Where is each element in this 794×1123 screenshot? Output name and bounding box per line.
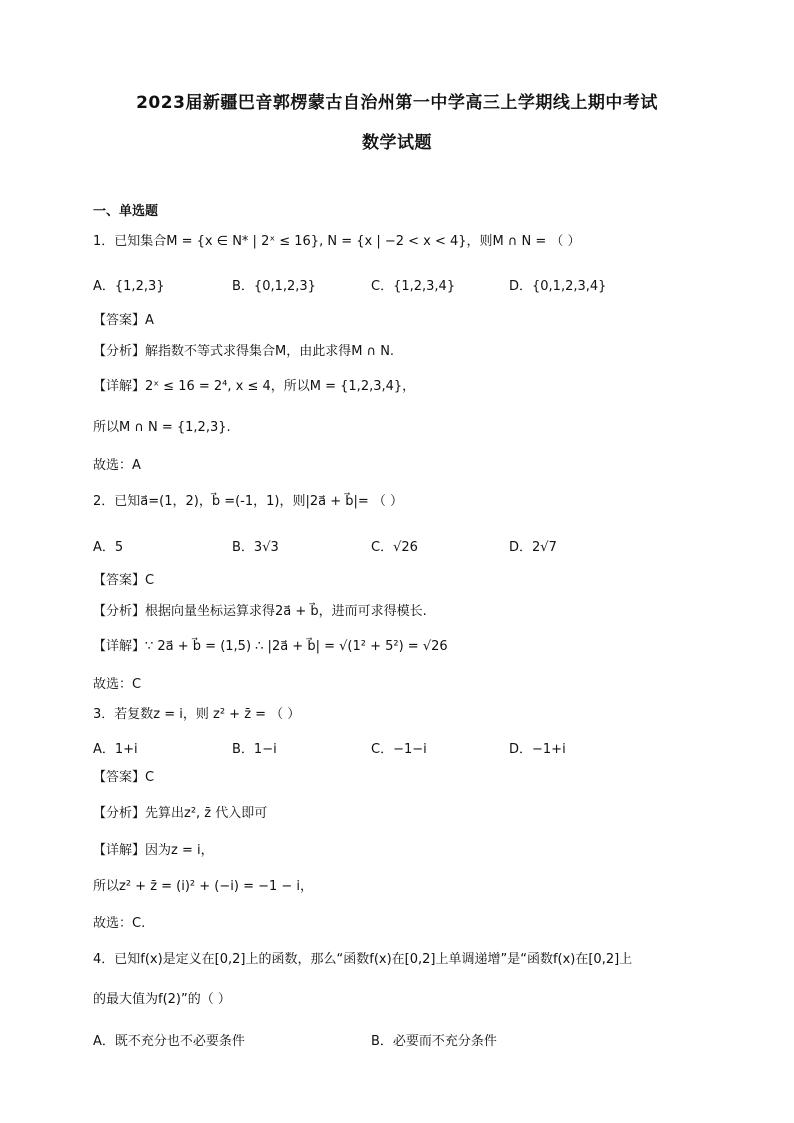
question-2-option-c: C．√26 [371, 540, 418, 555]
question-4-option-a: A．既不充分也不必要条件 [93, 1034, 245, 1049]
question-1-stem: 1．已知集合M = {x ∈ N* | 2ˣ ≤ 16}, N = {x | −2 < x < 4}，则M ∩ N = （ ） [93, 234, 581, 249]
section-heading: 一、单选题 [93, 204, 159, 219]
question-3-detail-2: 所以z² + z̄ = (i)² + (−i) = −1 − i， [93, 879, 314, 894]
question-1-analysis: 【分析】解指数不等式求得集合M，由此求得M ∩ N. [93, 344, 395, 359]
question-3-option-d: D．−1+i [509, 742, 566, 757]
question-1-option-b: B．{0,1,2,3} [232, 279, 316, 294]
document-title: 2023届新疆巴音郭楞蒙古自治州第一中学高三上学期线上期中考试 [136, 93, 658, 113]
question-3-choice: 故选：C. [93, 916, 146, 931]
question-1-choice: 故选：A [93, 458, 141, 473]
question-1-answer: 【答案】A [93, 313, 154, 328]
question-3-analysis: 【分析】先算出z², z̄ 代入即可 [93, 806, 268, 821]
question-1-option-d: D．{0,1,2,3,4} [509, 279, 607, 294]
question-2-option-a: A．5 [93, 540, 124, 555]
question-2-answer: 【答案】C [93, 573, 155, 588]
question-2-option-d: D．2√7 [509, 540, 557, 555]
question-2-stem: 2．已知a⃗=(1，2)，b⃗ =(-1，1)，则|2a⃗ + b⃗|= （ ） [93, 494, 404, 509]
question-1-option-a: A．{1,2,3} [93, 279, 165, 294]
question-3-detail: 【详解】因为z = i， [93, 843, 214, 858]
question-3-option-c: C．−1−i [371, 742, 427, 757]
question-4-stem: 4．已知f(x)是定义在[0,2]上的函数，那么“函数f(x)在[0,2]上单调递增”是“函数f(x)在[0,2]上 [93, 952, 633, 967]
question-3-answer: 【答案】C [93, 770, 155, 785]
question-1-detail: 【详解】2ˣ ≤ 16 = 2⁴, x ≤ 4，所以M = {1,2,3,4}， [93, 379, 416, 394]
question-3-option-b: B．1−i [232, 742, 277, 757]
question-2-option-b: B．3√3 [232, 540, 279, 555]
question-4-option-b: B．必要而不充分条件 [371, 1034, 497, 1049]
question-2-detail: 【详解】∵ 2a⃗ + b⃗ = (1,5) ∴ |2a⃗ + b⃗| = √(1² + 5²) = √26 [93, 639, 448, 654]
question-2-analysis: 【分析】根据向量坐标运算求得2a⃗ + b⃗，进而可求得模长. [93, 604, 427, 619]
question-3-option-a: A．1+i [93, 742, 138, 757]
question-3-stem: 3．若复数z = i，则 z² + z̄ = （ ） [93, 707, 301, 722]
question-2-choice: 故选：C [93, 677, 142, 692]
question-1-detail-2: 所以M ∩ N = {1,2,3}. [93, 420, 231, 435]
question-4-stem-2: 的最大值为f(2)”的（ ） [93, 992, 231, 1007]
document-subtitle: 数学试题 [362, 133, 432, 153]
question-1-option-c: C．{1,2,3,4} [371, 279, 456, 294]
